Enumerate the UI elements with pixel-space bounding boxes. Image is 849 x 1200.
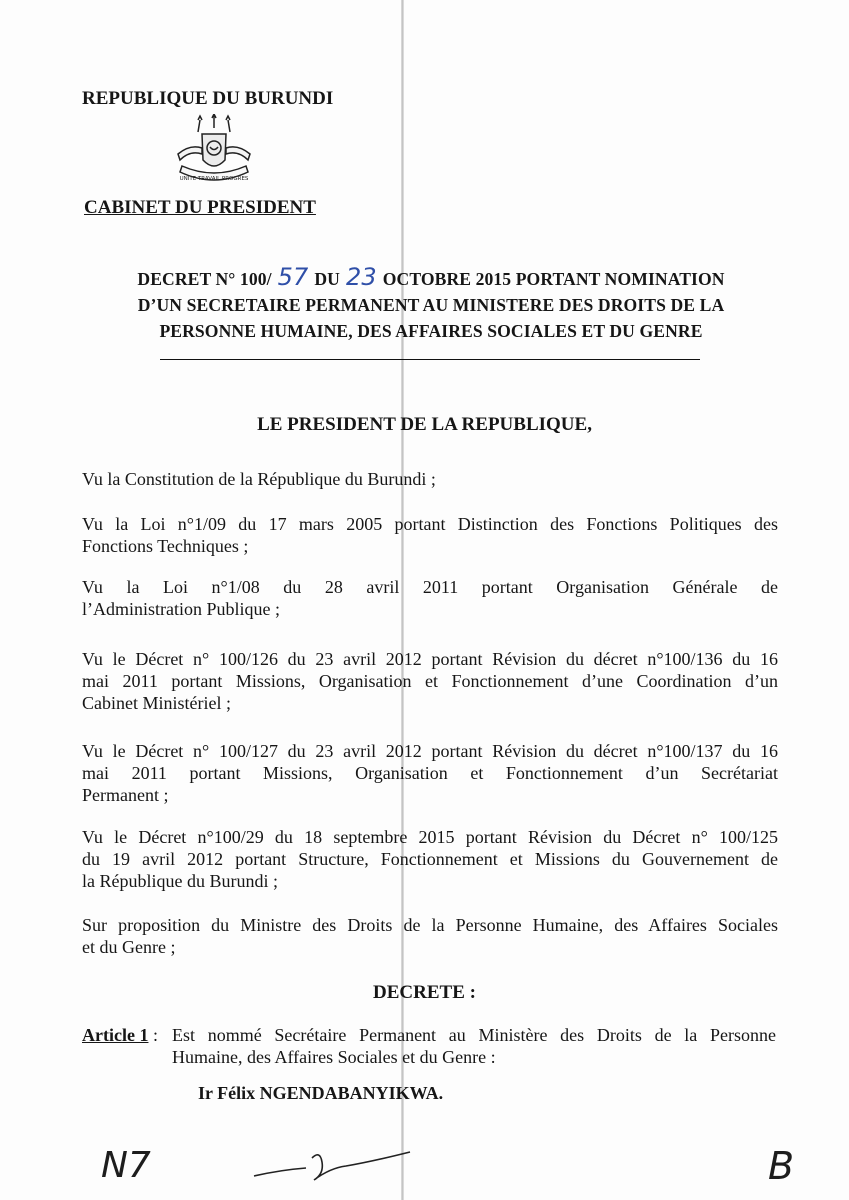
initials-left-icon xyxy=(95,1135,155,1195)
decree-title-line-3: PERSONNE HUMAINE, DES AFFAIRES SOCIALES ET DU GENRE xyxy=(159,321,703,341)
initials-right-icon xyxy=(760,1135,820,1195)
text-line: et du Genre ; xyxy=(82,937,176,957)
burundi-coat-of-arms-icon xyxy=(170,114,258,196)
text-line: Permanent ; xyxy=(82,785,169,805)
svg-text:B: B xyxy=(768,1144,795,1188)
consideration-proposition xyxy=(82,914,778,958)
appointee-name: Ir Félix NGENDABANYIKWA. xyxy=(198,1083,444,1103)
consideration-decret-100-127 xyxy=(82,740,778,806)
consideration-loi-1-08 xyxy=(82,576,778,620)
consideration-loi-1-09 xyxy=(82,513,778,557)
article-1-label-row: Article 1 : xyxy=(82,1025,158,1045)
text-line: Vu la Loi n°1/09 du 17 mars 2005 portant Distinction des Fonctions Politiques des xyxy=(82,514,778,534)
consideration-decret-100-126 xyxy=(82,648,778,714)
consideration-constitution xyxy=(82,468,778,490)
text-line: la République du Burundi ; xyxy=(82,871,278,891)
handwritten-decree-day: 23 xyxy=(346,263,377,291)
decree-title xyxy=(84,264,778,344)
republic-heading: REPUBLIQUE DU BURUNDI xyxy=(82,88,334,109)
president-heading: LE PRESIDENT DE LA REPUBLIQUE, xyxy=(257,414,592,435)
article-1-body xyxy=(172,1024,776,1068)
decree-title-line-1: DECRET N° 100/ 57 DU 23 OCTOBRE 2015 PORTANT NOMINATION xyxy=(137,263,725,291)
text-line: Humaine, des Affaires Sociales et du Genre : xyxy=(172,1047,496,1067)
consideration-decret-100-29 xyxy=(82,826,778,892)
text-line: mai 2011 portant Missions, Organisation et Fonctionnement d’une Coordination d’un xyxy=(82,671,778,691)
decree-title-line-2: D’UN SECRETAIRE PERMANENT AU MINISTERE DES DROITS DE LA xyxy=(137,295,725,315)
signature-icon xyxy=(250,1140,420,1190)
text-line: Vu la Loi n°1/08 du 28 avril 2011 portant Organisation Générale de xyxy=(82,577,778,597)
handwritten-decree-number: 57 xyxy=(277,263,309,291)
text-line: Est nommé Secrétaire Permanent au Ministère des Droits de la Personne xyxy=(172,1025,776,1045)
decrete-heading: DECRETE : xyxy=(373,982,476,1003)
article-1-label: Article 1 xyxy=(82,1025,149,1045)
text-line: Sur proposition du Ministre des Droits de la Personne Humaine, des Affaires Sociales xyxy=(82,915,778,935)
text-line: mai 2011 portant Missions, Organisation et Fonctionnement d’un Secrétariat xyxy=(82,763,778,783)
text-line: Cabinet Ministériel ; xyxy=(82,693,231,713)
text-line: Vu la Constitution de la République du Burundi ; xyxy=(82,469,436,489)
text-line: Vu le Décret n° 100/127 du 23 avril 2012 portant Révision du décret n°100/137 du 16 xyxy=(82,741,778,761)
text-line: Fonctions Techniques ; xyxy=(82,536,249,556)
text-line: du 19 avril 2012 portant Structure, Fonctionnement et Missions du Gouvernement de xyxy=(82,849,778,869)
text-line: l’Administration Publique ; xyxy=(82,599,280,619)
cabinet-heading: CABINET DU PRESIDENT xyxy=(84,197,316,218)
title-divider xyxy=(160,359,700,360)
text-line: Vu le Décret n° 100/126 du 23 avril 2012 portant Révision du décret n°100/136 du 16 xyxy=(82,649,778,669)
seal-motto: UNITE TRAVAIL PROGRES xyxy=(179,176,249,182)
text-line: Vu le Décret n°100/29 du 18 septembre 2015 portant Révision du Décret n° 100/125 xyxy=(82,827,778,847)
svg-text:N7: N7 xyxy=(101,1145,151,1186)
